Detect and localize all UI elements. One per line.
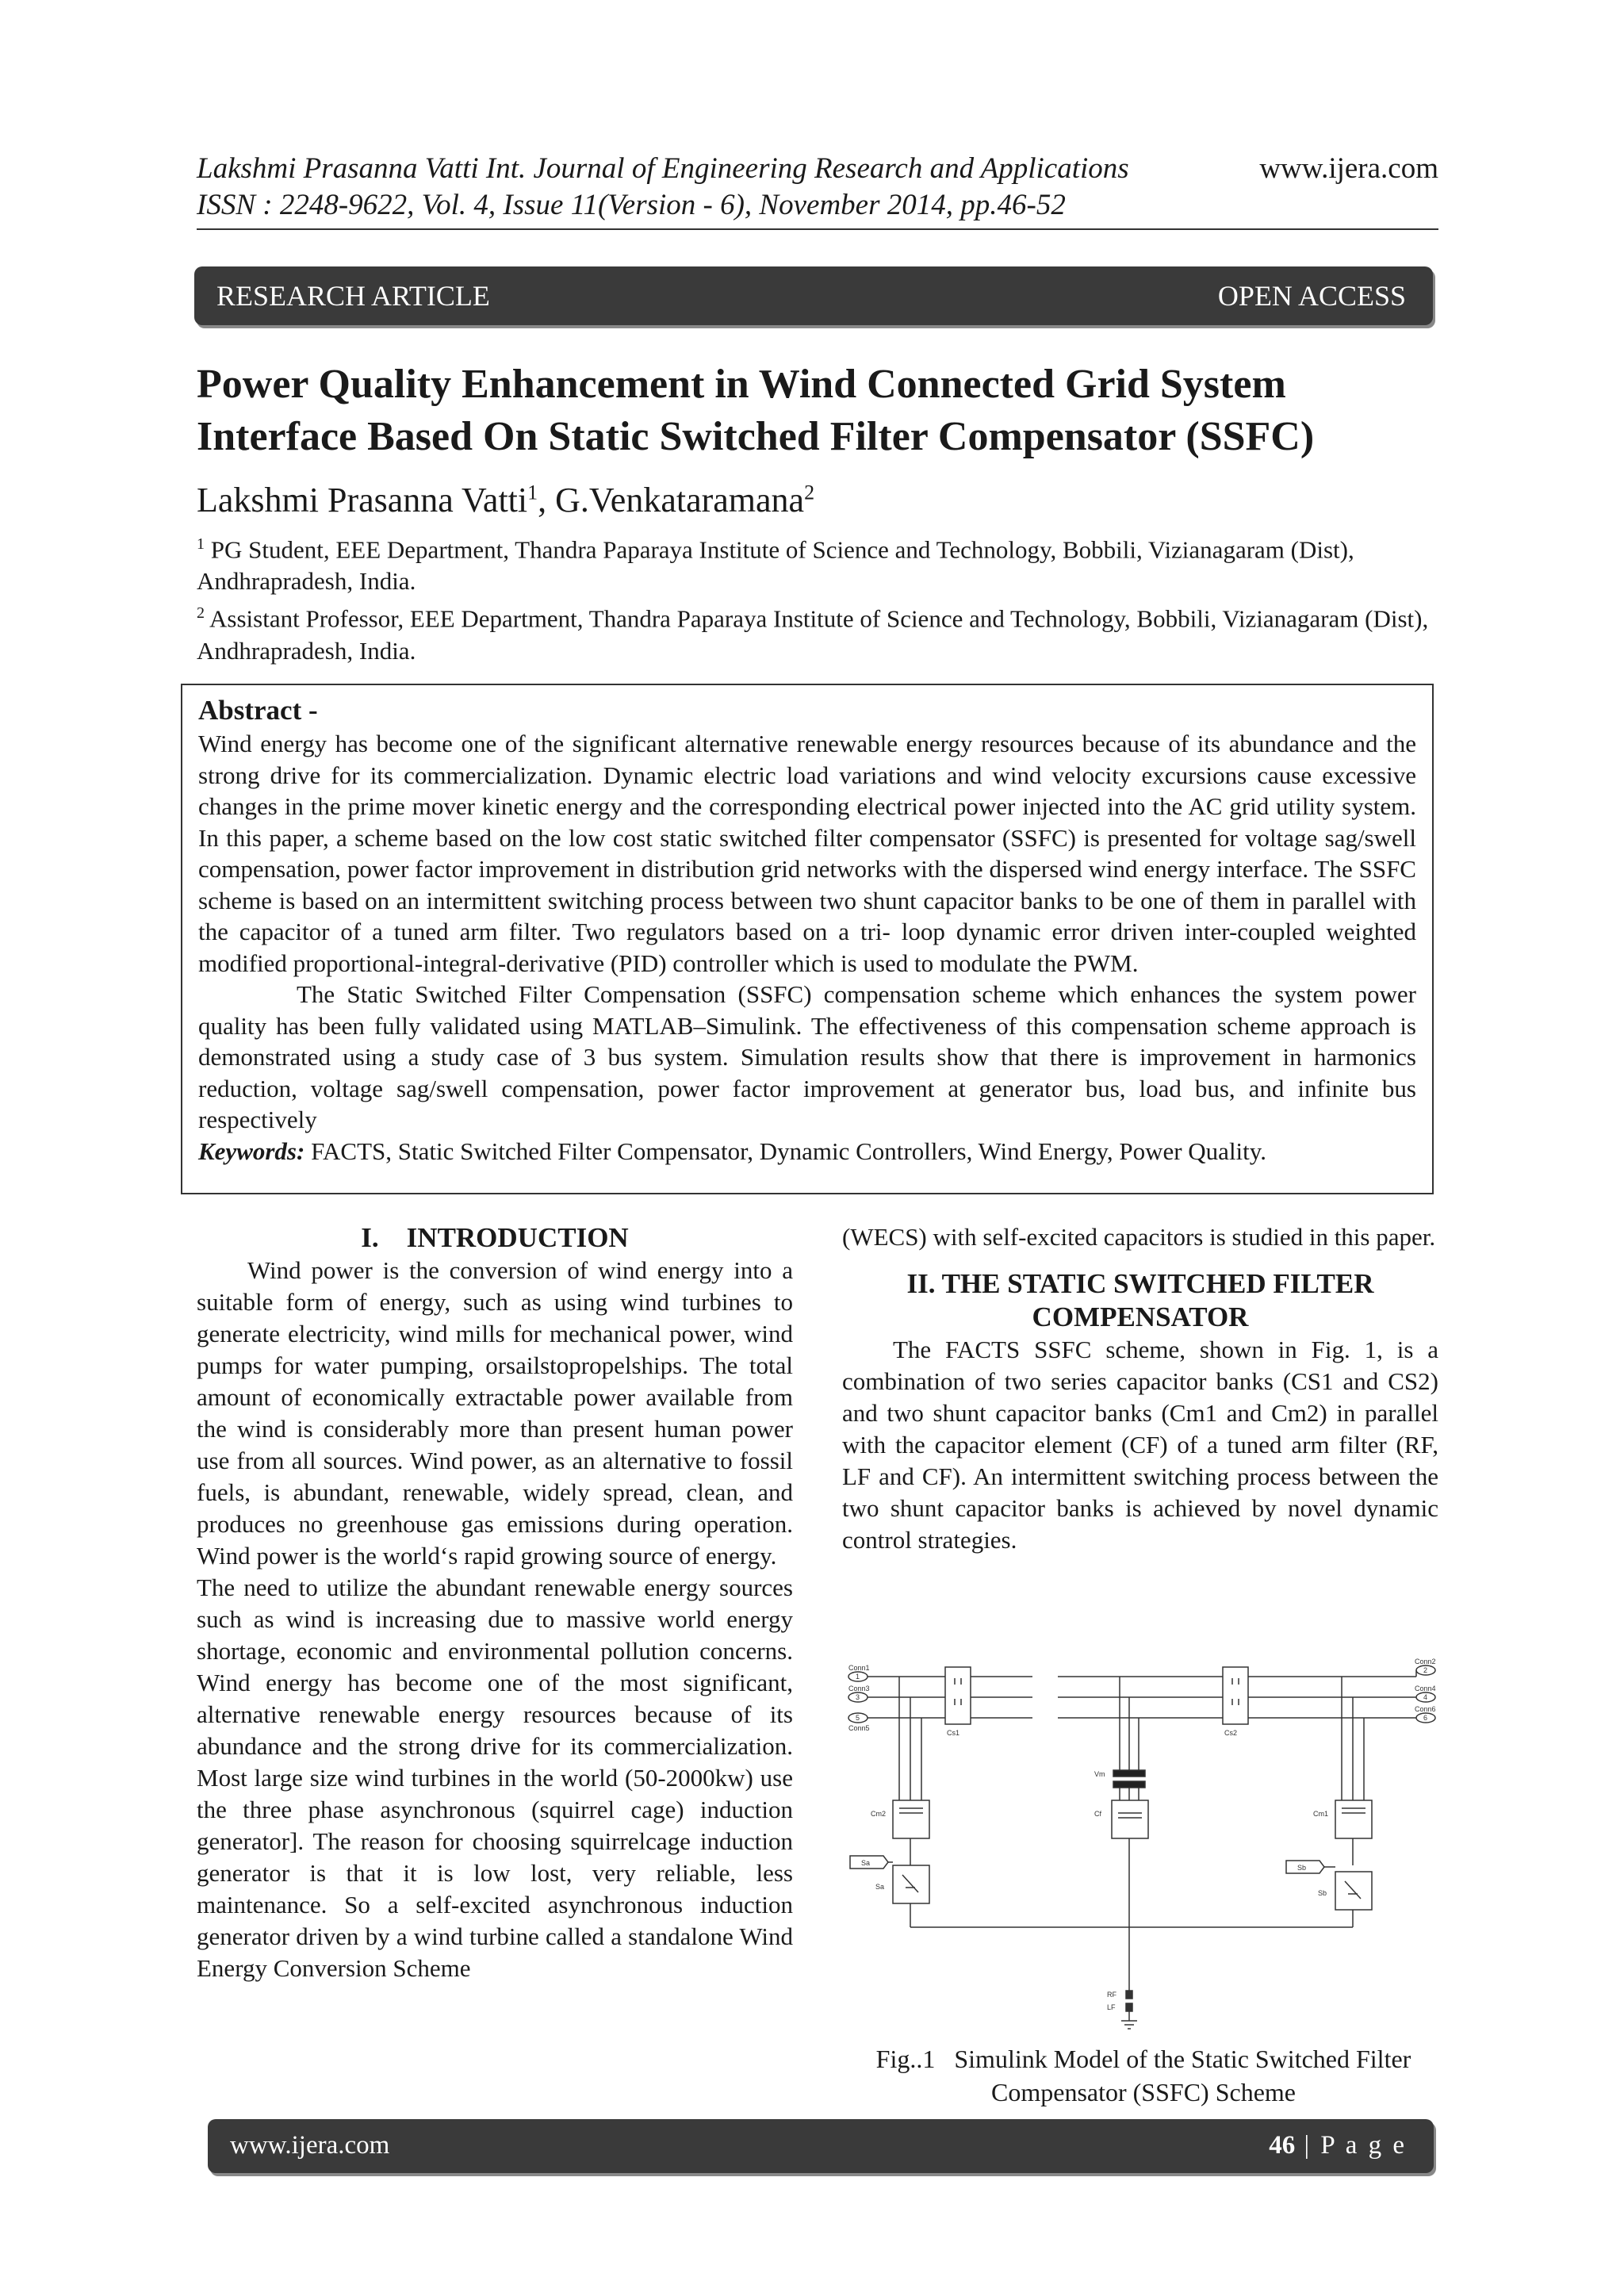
conn4-label: Conn4 — [1415, 1685, 1436, 1692]
caption-line-2: Compensator (SSFC) Scheme — [991, 2078, 1296, 2106]
left-ports — [848, 1664, 870, 1732]
article-type: RESEARCH ARTICLE — [216, 280, 490, 312]
section-1-heading: I. INTRODUCTION — [361, 1222, 629, 1253]
author-sep: , — [538, 481, 556, 519]
abstract-box — [181, 684, 1434, 1194]
header-rule — [197, 228, 1438, 230]
right-ports — [1415, 1658, 1436, 1723]
keywords-text: FACTS, Static Switched Filter Compensator, Dynamic Controllers, Wind Energy, Power Quality. — [304, 1137, 1267, 1165]
affiliation-1 — [197, 528, 1438, 597]
author-2: G.Venkataramana — [555, 481, 805, 519]
cm2-label: Cm2 — [871, 1810, 887, 1818]
intro-paragraph-1: Wind power is the conversion of wind energy into a suitable form of energy, such as using wind turbines to generate electricity, wind mills for mechanical power, wind pumps for water pumping, orsailstopropelships. The total amount of economically extractable power available from the wind is considerably more than present human power use from all sources. Wind power, as an alternative to fossil fuels, is abundant, renewable, widely spread, clean, and produces no greenhouse gas emissions during operation. Wind power is the world‘s rapid growing source of energy. — [197, 1256, 793, 1570]
keywords-label: Keywords: — [198, 1137, 305, 1165]
affiliations — [197, 528, 1438, 667]
footer-url[interactable]: www.ijera.com — [230, 2131, 390, 2160]
shunt-capacitor-cm1 — [1313, 1800, 1372, 1865]
conn2-label: Conn2 — [1415, 1658, 1436, 1665]
page-num: 46 — [1269, 2131, 1296, 2160]
switch-sa — [850, 1856, 929, 1927]
journal-line: Lakshmi Prasanna Vatti Int. Journal of Engineering Research and Applications — [197, 152, 1129, 185]
intro-paragraph-3: (WECS) with self-excited capacitors is studied in this paper. — [842, 1223, 1436, 1251]
port-1-label: 1 — [856, 1673, 860, 1681]
header-url[interactable]: www.ijera.com — [1259, 152, 1438, 185]
conn6-label: Conn6 — [1415, 1705, 1436, 1713]
sa-label: Sa — [875, 1883, 885, 1891]
page-suffix: | P a g e — [1295, 2131, 1407, 2160]
section-2-heading-line-1: II. THE STATIC SWITCHED FILTER — [906, 1268, 1374, 1299]
cm1-label: Cm1 — [1313, 1810, 1329, 1818]
port-2-label: 2 — [1423, 1666, 1428, 1674]
simulink-diagram — [842, 1658, 1445, 2037]
abstract-heading: Abstract - — [198, 695, 318, 726]
abstract-paragraph-1: Wind energy has become one of the significant alternative renewable energy resources because of its abundance and the strong drive for its commercialization. Dynamic electric load variations and wind velocity excursions cause excessive changes in the prime mover kinetic energy and the corresponding electrical power injected into the AC grid utility system. In this paper, a scheme based on the low cost static switched filter compensator (SSFC) is presented for voltage sag/swell compensation, power factor improvement in distribution grid networks with the dispersed wind energy interface. The SSFC scheme is based on an intermittent switching process between two shunt capacitor banks to be one of them in parallel with the capacitor of a tuned arm filter. Two regulators based on a tri- loop dynamic error driven inter-coupled weighted modified proportional-integral-derivative (PID) controller which is used to modulate the PWM. — [198, 730, 1416, 977]
author-list — [197, 480, 814, 520]
sa-input-label: Sa — [861, 1859, 871, 1867]
cs2-label: Cs2 — [1224, 1729, 1238, 1737]
sb-input-label: Sb — [1297, 1864, 1307, 1872]
rf-label: RF — [1107, 1991, 1116, 1999]
rf-lf-ground — [1107, 1991, 1137, 2029]
author-1: Lakshmi Prasanna Vatti — [197, 481, 528, 519]
caption-line-1: Fig..1 Simulink Model of the Static Switched Filter — [875, 2045, 1411, 2073]
intro-paragraph-2: The need to utilize the abundant renewable energy sources such as wind is increasing due to massive world energy shortage, economic and environmental pollution concerns. Wind energy has become one of the most significant, alternative renewable energy resources because of its abundance and the strong drive for its commercialization. Most large size wind turbines in the world (50-2000kw) use the three phase asynchronous (squirrel cage) induction generator]. The reason for choosing squirrelcage induction generator is that it is low lost, very reliable, less maintenance. So a self-excited asynchronous induction generator driven by a wind turbine called a standalone Wind Energy Conversion Scheme — [197, 1573, 793, 1982]
series-capacitor-cs2 — [1223, 1667, 1248, 1737]
lf-label: LF — [1107, 2003, 1116, 2011]
title-line-1: Power Quality Enhancement in Wind Connected Grid System — [197, 362, 1286, 407]
conn3-label: Conn3 — [848, 1685, 870, 1692]
vm-label: Vm — [1094, 1770, 1105, 1778]
abstract-paragraph-2: The Static Switched Filter Compensation (SSFC) compensation scheme which enhances the system power quality has been fully validated using MATLAB–Simulink. The effectiveness of this compensation scheme approach is demonstrated using a study case of 3 bus system. Simulation results show that there is improvement in harmonics reduction, voltage sag/swell compensation, power factor improvement at generator bus, load bus, and infinite bus respectively — [198, 980, 1416, 1133]
author-1-sup: 1 — [527, 481, 538, 504]
access-type: OPEN ACCESS — [1217, 280, 1406, 312]
author-2-sup: 2 — [804, 481, 815, 504]
port-4-label: 4 — [1423, 1693, 1428, 1701]
ssfc-paragraph: The FACTS SSFC scheme, shown in Fig. 1, is a combination of two series capacitor banks (CS1 and CS2) and two shunt capacitor banks (Cm1 and Cm2) in parallel with the capacitor element (CF) of a tuned arm filter (RF, LF and CF). An intermittent switching process between the two shunt capacitor banks is achieved by novel dynamic control strategies. — [842, 1336, 1438, 1554]
section-2-heading-line-2: COMPENSATOR — [1032, 1301, 1249, 1332]
aff1-sup: 1 — [197, 535, 205, 553]
left-column — [197, 1221, 793, 1984]
cs1-label: Cs1 — [947, 1729, 960, 1737]
right-column — [842, 1221, 1438, 1556]
port-6-label: 6 — [1423, 1714, 1428, 1722]
conn1-label: Conn1 — [848, 1664, 870, 1672]
series-capacitor-cs1 — [945, 1667, 971, 1737]
aff1-text: PG Student, EEE Department, Thandra Paparaya Institute of Science and Technology, Bobbili, Vizianagaram (Dist), Andhrapradesh, India. — [197, 535, 1354, 596]
running-header — [197, 151, 1438, 224]
figure-caption — [842, 2042, 1445, 2109]
sb-label: Sb — [1318, 1889, 1327, 1897]
page-footer — [208, 2119, 1434, 2173]
title-line-2: Interface Based On Static Switched Filter Compensator (SSFC) — [197, 414, 1315, 459]
issn-line: ISSN : 2248-9622, Vol. 4, Issue 11(Version - 6), November 2014, pp.46-52 — [197, 189, 1066, 221]
affiliation-2 — [197, 597, 1438, 666]
port-3-label: 3 — [856, 1693, 860, 1701]
switch-sb — [1286, 1861, 1372, 1927]
section-2-heading — [842, 1267, 1438, 1334]
page-number — [1269, 2131, 1407, 2160]
keywords — [198, 1136, 1416, 1167]
aff2-sup: 2 — [197, 604, 205, 623]
article-banner — [194, 266, 1433, 325]
filter-arm — [1094, 1770, 1148, 1991]
port-5-label: 5 — [856, 1714, 860, 1722]
aff2-text: Assistant Professor, EEE Department, Thandra Paparaya Institute of Science and Technology, Bobbili, Vizianagaram (Dist), Andhrapradesh, India. — [197, 604, 1429, 665]
cf-label: Cf — [1094, 1810, 1101, 1818]
conn5-label: Conn5 — [848, 1724, 870, 1732]
paper-title — [197, 358, 1438, 463]
